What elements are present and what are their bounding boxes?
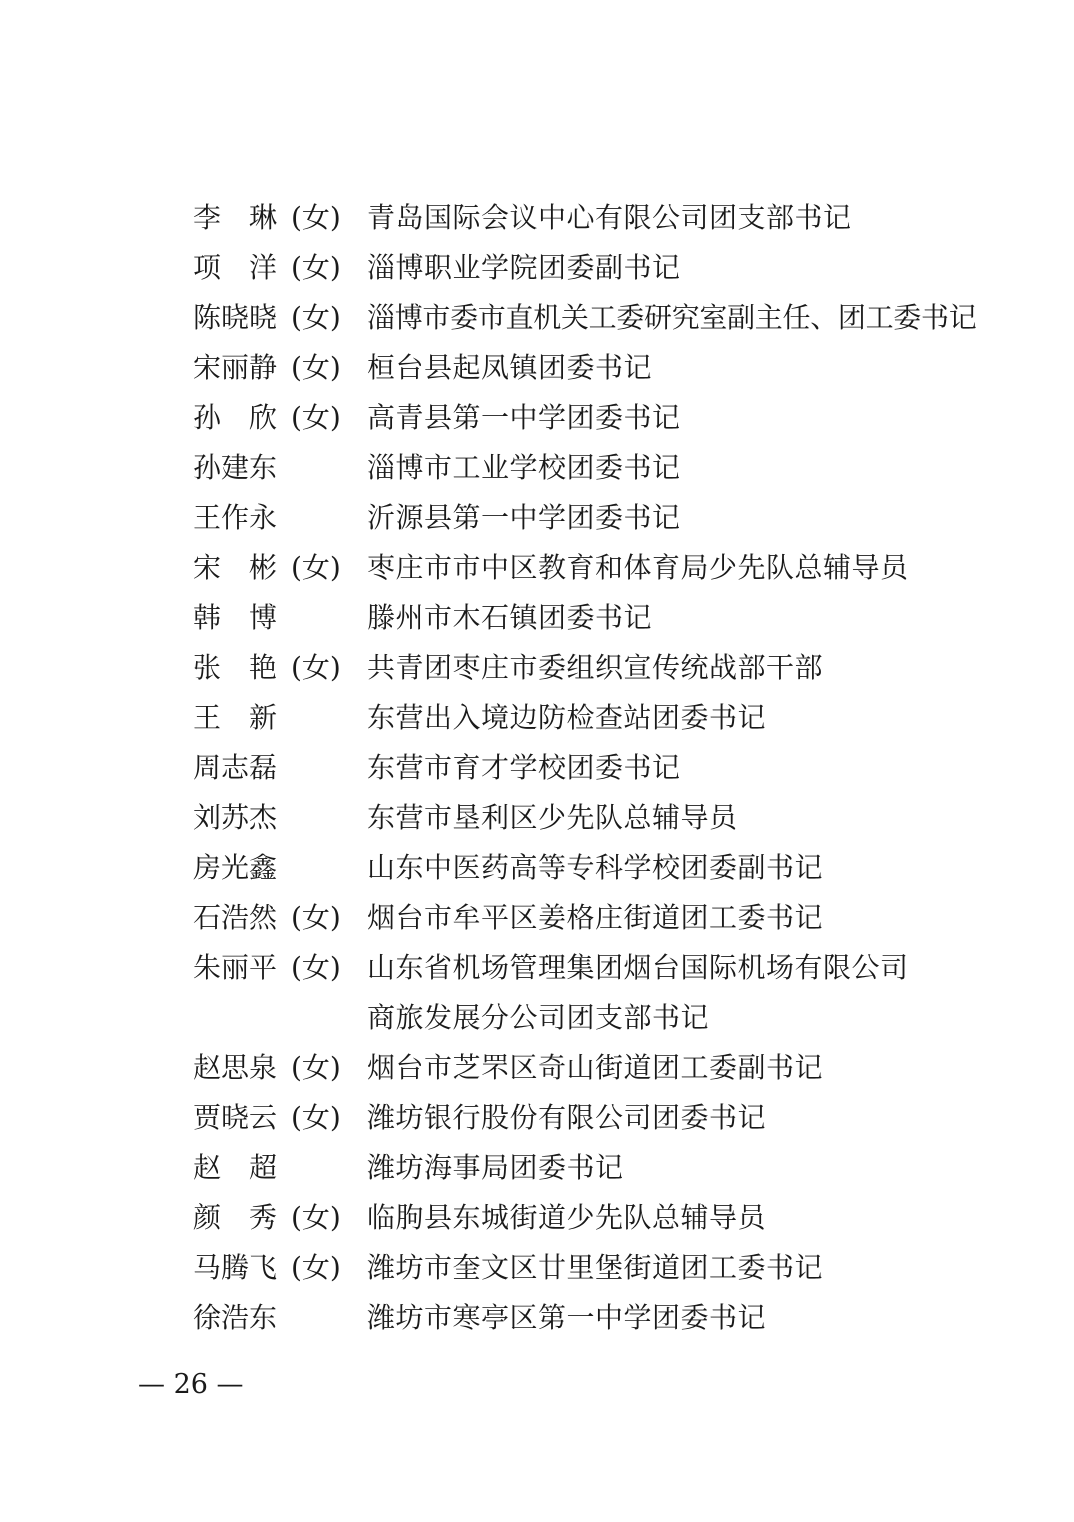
person-name: 贾晓云 — [193, 1101, 278, 1134]
person-name: 颜 秀 — [193, 1201, 278, 1234]
person-name: 朱丽平 — [193, 951, 278, 984]
person-name: 项 洋 — [193, 251, 278, 284]
position-title: 高青县第一中学团委书记 — [367, 401, 681, 434]
position-title: 枣庄市市中区教育和体育局少先队总辅导员 — [367, 551, 909, 584]
position-title: 潍坊市奎文区廿里堡街道团工委书记 — [367, 1251, 824, 1284]
gender-mark: (女) — [291, 1101, 341, 1134]
position-title: 桓台县起凤镇团委书记 — [367, 351, 653, 384]
page-number: — 26 — — [138, 1369, 244, 1400]
list-item — [0, 693, 1074, 743]
position-title: 青岛国际会议中心有限公司团支部书记 — [367, 201, 852, 234]
list-item — [0, 893, 1074, 943]
gender-mark: (女) — [291, 951, 341, 984]
person-name: 陈晓晓 — [193, 301, 278, 334]
person-name: 宋 彬 — [193, 551, 278, 584]
list-item — [0, 593, 1074, 643]
list-item — [0, 1043, 1074, 1093]
list-item — [0, 243, 1074, 293]
position-title: 东营出入境边防检查站团委书记 — [367, 701, 767, 734]
list-item — [0, 1243, 1074, 1293]
gender-mark: (女) — [291, 1251, 341, 1284]
person-name: 韩 博 — [193, 601, 278, 634]
list-item — [0, 1193, 1074, 1243]
list-item — [0, 643, 1074, 693]
position-title: 山东省机场管理集团烟台国际机场有限公司商旅发展分公司团支部书记 — [367, 951, 909, 1034]
gender-mark: (女) — [291, 651, 341, 684]
position-title: 沂源县第一中学团委书记 — [367, 501, 681, 534]
position-title: 滕州市木石镇团委书记 — [367, 601, 653, 634]
position-title: 东营市垦利区少先队总辅导员 — [367, 801, 738, 834]
gender-mark: (女) — [291, 251, 341, 284]
person-name: 张 艳 — [193, 651, 278, 684]
gender-mark: (女) — [291, 551, 341, 584]
position-title: 淄博市委市直机关工委研究室副主任、团工委书记 — [367, 301, 977, 334]
gender-mark: (女) — [291, 201, 341, 234]
person-name: 周志磊 — [193, 751, 278, 784]
position-title: 临朐县东城街道少先队总辅导员 — [367, 1201, 767, 1234]
position-title: 淄博职业学院团委副书记 — [367, 251, 681, 284]
person-name: 赵 超 — [193, 1151, 278, 1184]
position-title: 共青团枣庄市委组织宣传统战部干部 — [367, 651, 824, 684]
gender-mark: (女) — [291, 401, 341, 434]
person-name: 赵思泉 — [193, 1051, 278, 1084]
list-item — [0, 943, 1074, 1043]
list-item — [0, 743, 1074, 793]
position-title: 烟台市芝罘区奇山街道团工委副书记 — [367, 1051, 824, 1084]
gender-mark: (女) — [291, 901, 341, 934]
list-item — [0, 343, 1074, 393]
position-title: 山东中医药高等专科学校团委副书记 — [367, 851, 824, 884]
position-title: 潍坊银行股份有限公司团委书记 — [367, 1101, 767, 1134]
person-name: 房光鑫 — [193, 851, 278, 884]
list-item — [0, 1293, 1074, 1343]
person-name: 马腾飞 — [193, 1251, 278, 1284]
honoree-list — [0, 193, 1074, 1343]
list-item — [0, 443, 1074, 493]
list-item — [0, 493, 1074, 543]
list-item — [0, 1093, 1074, 1143]
list-item — [0, 393, 1074, 443]
position-title: 潍坊海事局团委书记 — [367, 1151, 624, 1184]
person-name: 李 琳 — [193, 201, 278, 234]
gender-mark: (女) — [291, 351, 341, 384]
person-name: 宋丽静 — [193, 351, 278, 384]
list-item — [0, 543, 1074, 593]
position-title: 烟台市牟平区姜格庄街道团工委书记 — [367, 901, 824, 934]
person-name: 徐浩东 — [193, 1301, 278, 1334]
list-item — [0, 793, 1074, 843]
position-title: 东营市育才学校团委书记 — [367, 751, 681, 784]
person-name: 王 新 — [193, 701, 278, 734]
list-item — [0, 193, 1074, 243]
person-name: 刘苏杰 — [193, 801, 278, 834]
gender-mark: (女) — [291, 1051, 341, 1084]
list-item — [0, 1143, 1074, 1193]
gender-mark: (女) — [291, 1201, 341, 1234]
person-name: 孙建东 — [193, 451, 278, 484]
person-name: 王作永 — [193, 501, 278, 534]
person-name: 孙 欣 — [193, 401, 278, 434]
gender-mark: (女) — [291, 301, 341, 334]
person-name: 石浩然 — [193, 901, 278, 934]
list-item — [0, 843, 1074, 893]
position-title: 淄博市工业学校团委书记 — [367, 451, 681, 484]
position-title: 潍坊市寒亭区第一中学团委书记 — [367, 1301, 767, 1334]
list-item — [0, 293, 1074, 343]
